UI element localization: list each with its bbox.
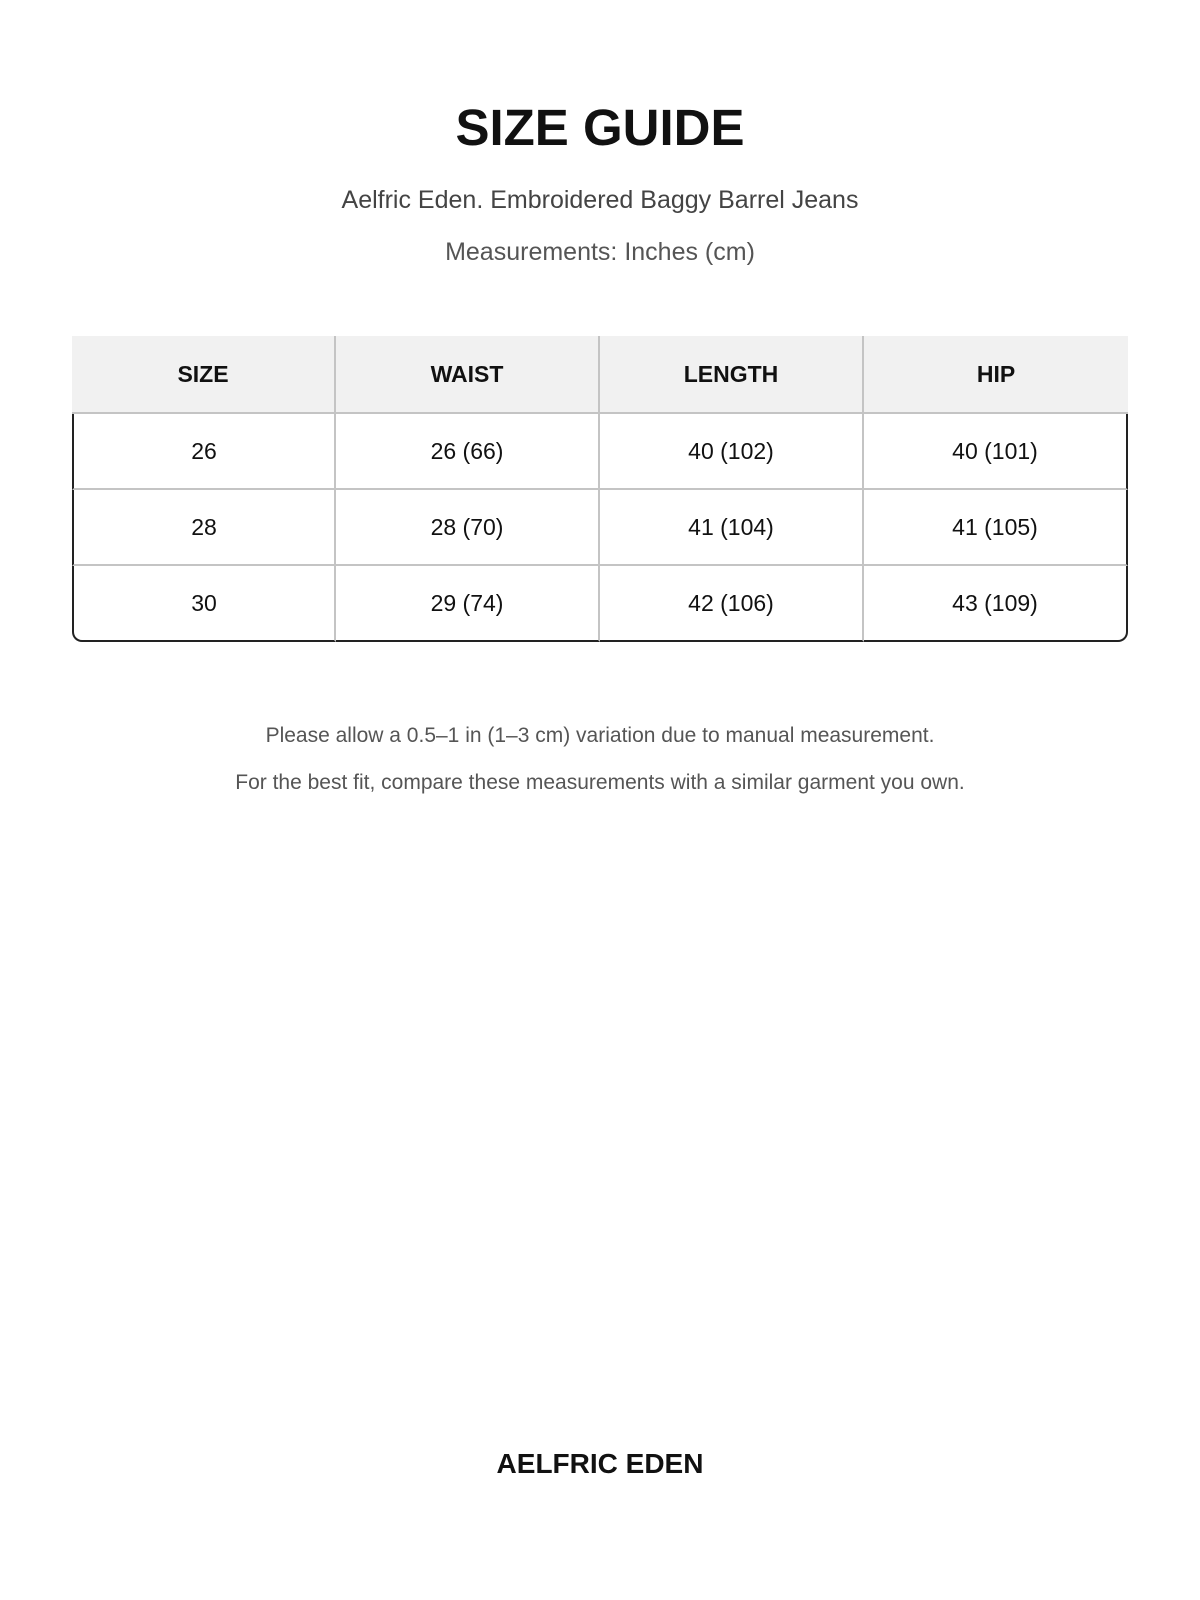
cell-waist: 29 (74) [336, 566, 600, 642]
cell-hip: 40 (101) [864, 414, 1128, 490]
cell-waist: 26 (66) [336, 414, 600, 490]
size-table-header [72, 336, 1128, 414]
size-table [72, 336, 1128, 642]
fit-tip-note: For the best fit, compare these measurements with a similar garment you own. [235, 771, 965, 794]
cell-hip: 43 (109) [864, 566, 1128, 642]
column-header-size: SIZE [72, 336, 336, 414]
size-table-body [72, 414, 1128, 642]
measurement-units: Measurements: Inches (cm) [445, 238, 755, 266]
column-header-waist: WAIST [336, 336, 600, 414]
cell-length: 41 (104) [600, 490, 864, 566]
cell-length: 42 (106) [600, 566, 864, 642]
cell-length: 40 (102) [600, 414, 864, 490]
column-header-length: LENGTH [600, 336, 864, 414]
cell-size: 30 [72, 566, 336, 642]
page-title: SIZE GUIDE [455, 99, 745, 156]
table-row [72, 490, 1128, 566]
size-table-container [72, 336, 1128, 642]
table-row [72, 414, 1128, 490]
header-row [72, 336, 1128, 414]
variation-note: Please allow a 0.5–1 in (1–3 cm) variation due to manual measurement. [265, 724, 935, 747]
brand-footer: AELFRIC EDEN [496, 1448, 704, 1479]
cell-waist: 28 (70) [336, 490, 600, 566]
column-header-hip: HIP [864, 336, 1128, 414]
product-name: Aelfric Eden. Embroidered Baggy Barrel Jeans [341, 186, 859, 214]
cell-size: 26 [72, 414, 336, 490]
cell-size: 28 [72, 490, 336, 566]
cell-hip: 41 (105) [864, 490, 1128, 566]
table-row [72, 566, 1128, 642]
